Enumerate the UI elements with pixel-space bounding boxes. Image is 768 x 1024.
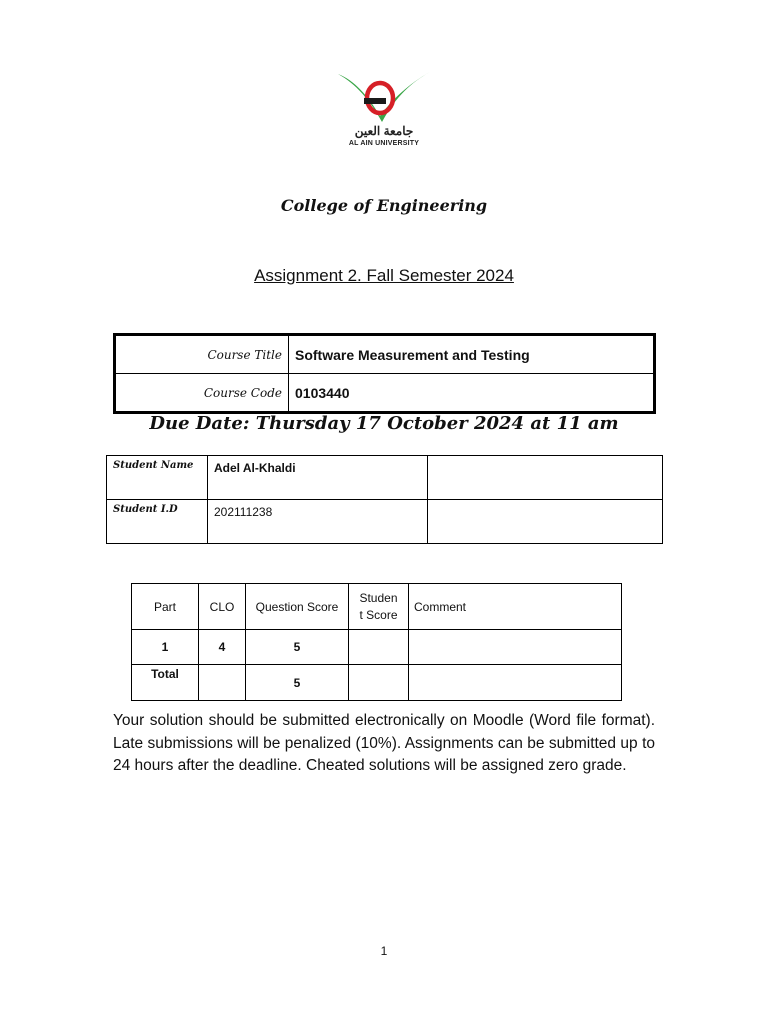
student-name-extra-cell bbox=[428, 456, 663, 500]
cell-part: Total bbox=[132, 665, 199, 701]
student-id-value: 202111238 bbox=[208, 500, 428, 544]
cell-student-score bbox=[349, 665, 409, 701]
logo-arabic-text: جامعة العين bbox=[354, 124, 414, 138]
college-heading: College of Engineering bbox=[280, 196, 488, 215]
course-title-row bbox=[115, 335, 655, 374]
header-student-score-line1: Studen bbox=[359, 590, 398, 605]
header-question-score: Question Score bbox=[246, 584, 349, 630]
score-table bbox=[131, 583, 622, 701]
course-code-row bbox=[115, 374, 655, 413]
header-comment: Comment bbox=[409, 584, 622, 630]
cell-question-score: 5 bbox=[246, 665, 349, 701]
course-title-value: Software Measurement and Testing bbox=[289, 335, 655, 374]
student-id-row bbox=[107, 500, 663, 544]
course-code-value: 0103440 bbox=[289, 374, 655, 413]
logo-english-text: AL AIN UNIVERSITY bbox=[348, 140, 420, 147]
table-row bbox=[132, 630, 622, 665]
assignment-title: Assignment 2. Fall Semester 2024 bbox=[254, 266, 514, 285]
header-student-score-line2: t Score bbox=[359, 607, 398, 622]
due-date: Due Date: Thursday 17 October 2024 at 11 am bbox=[149, 413, 619, 434]
page-number: 1 bbox=[380, 944, 388, 958]
score-header-row bbox=[132, 584, 622, 630]
course-info-table bbox=[113, 333, 656, 414]
student-name-label: Student Name bbox=[107, 456, 208, 500]
student-id-label: Student I.D bbox=[107, 500, 208, 544]
cell-question-score: 5 bbox=[246, 630, 349, 665]
cell-clo bbox=[199, 665, 246, 701]
header-student-score bbox=[349, 584, 409, 630]
instructions-paragraph: Your solution should be submitted electronically on Moodle (Word file format). Late submissions will be penalized (10%). Assignments can be submitted up to 24 hours after the deadline. Cheated solutions will be assigned zero grade. bbox=[113, 712, 655, 774]
student-name-row bbox=[107, 456, 663, 500]
cell-comment bbox=[409, 665, 622, 701]
course-code-label: Course Code bbox=[115, 374, 289, 413]
course-title-label: Course Title bbox=[115, 335, 289, 374]
cell-clo: 4 bbox=[199, 630, 246, 665]
table-row-total bbox=[132, 665, 622, 701]
logo-black-mark bbox=[364, 98, 386, 104]
header-clo: CLO bbox=[199, 584, 246, 630]
cell-part: 1 bbox=[132, 630, 199, 665]
cell-comment bbox=[409, 630, 622, 665]
cell-student-score bbox=[349, 630, 409, 665]
student-info-table bbox=[106, 455, 663, 544]
student-name-value: Adel Al-Khaldi bbox=[208, 456, 428, 500]
header-part: Part bbox=[132, 584, 199, 630]
student-id-extra-cell bbox=[428, 500, 663, 544]
